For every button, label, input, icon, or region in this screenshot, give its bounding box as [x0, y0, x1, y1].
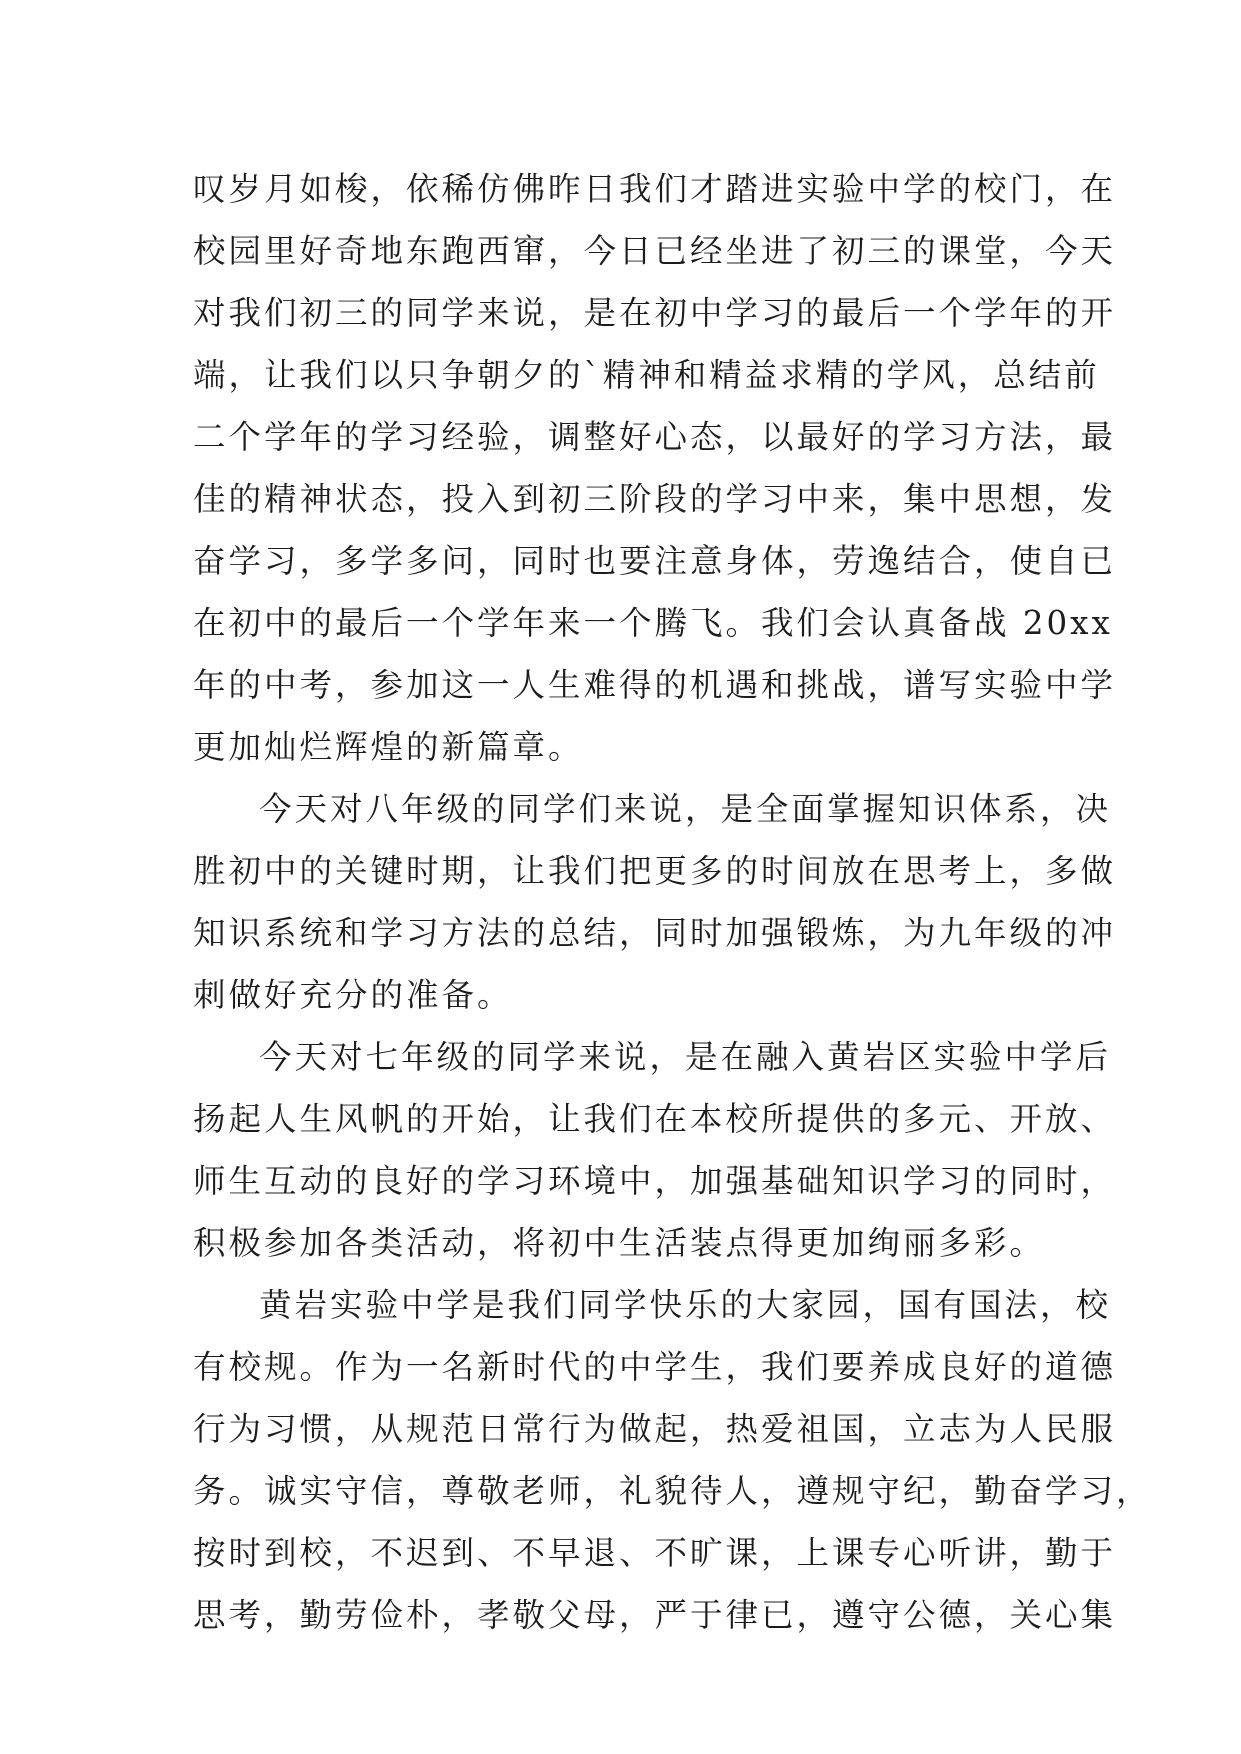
text-line: 行为习惯，从规范日常行为做起，热爱祖国，立志为人民服	[193, 1410, 1117, 1448]
text-line: 积极参加各类活动，将初中生活装点得更加绚丽多彩。	[193, 1224, 1046, 1262]
text-line: 校园里好奇地东跑西窜，今日已经坐进了初三的课堂，今天	[193, 232, 1117, 270]
text-line: 胜初中的关键时期，让我们把更多的时间放在思考上，多做	[193, 852, 1117, 890]
paragraph-3	[193, 1026, 1117, 1274]
text-line: 思考，勤劳俭朴，孝敬父母，严于律已，遵守公德，关心集	[193, 1596, 1117, 1634]
text-line: 叹岁月如梭，依稀仿佛昨日我们才踏进实验中学的校门，在	[193, 170, 1117, 208]
text-line: 佳的精神状态，投入到初三阶段的学习中来，集中思想，发	[193, 480, 1117, 518]
paragraph-2	[193, 778, 1117, 1026]
text-line: 今天对八年级的同学们来说，是全面掌握知识体系，决	[259, 790, 1112, 828]
text-line: 有校规。作为一名新时代的中学生，我们要养成良好的道德	[193, 1348, 1117, 1386]
text-line: 二个学年的学习经验，调整好心态，以最好的学习方法，最	[193, 418, 1117, 456]
text-line: 今天对七年级的同学来说，是在融入黄岩区实验中学后	[259, 1038, 1112, 1076]
text-line: 黄岩实验中学是我们同学快乐的大家园，国有国法，校	[259, 1286, 1112, 1324]
text-line: 奋学习，多学多问，同时也要注意身体，劳逸结合，使自已	[193, 542, 1117, 580]
text-line: 年的中考，参加这一人生难得的机遇和挑战，谱写实验中学	[193, 666, 1117, 704]
paragraph-4	[193, 1274, 1152, 1646]
text-line: 更加灿烂辉煌的新篇章。	[193, 728, 584, 766]
paragraph-1	[193, 158, 1117, 778]
text-line: 务。诚实守信，尊敬老师，礼貌待人，遵规守纪，勤奋学习，	[193, 1472, 1152, 1510]
text-line: 扬起人生风帆的开始，让我们在本校所提供的多元、开放、	[193, 1100, 1117, 1138]
text-line: 按时到校，不迟到、不早退、不旷课，上课专心听讲，勤于	[193, 1534, 1117, 1572]
document-body	[193, 158, 1152, 1646]
text-line: 端，让我们以只争朝夕的`精神和精益求精的学风，总结前	[193, 356, 1100, 394]
text-line: 师生互动的良好的学习环境中，加强基础知识学习的同时，	[193, 1162, 1117, 1200]
text-line: 刺做好充分的准备。	[193, 976, 513, 1014]
text-line: 知识系统和学习方法的总结，同时加强锻炼，为九年级的冲	[193, 914, 1117, 952]
text-line: 在初中的最后一个学年来一个腾飞。我们会认真备战 20xx	[193, 604, 1113, 642]
text-line: 对我们初三的同学来说，是在初中学习的最后一个学年的开	[193, 294, 1117, 332]
